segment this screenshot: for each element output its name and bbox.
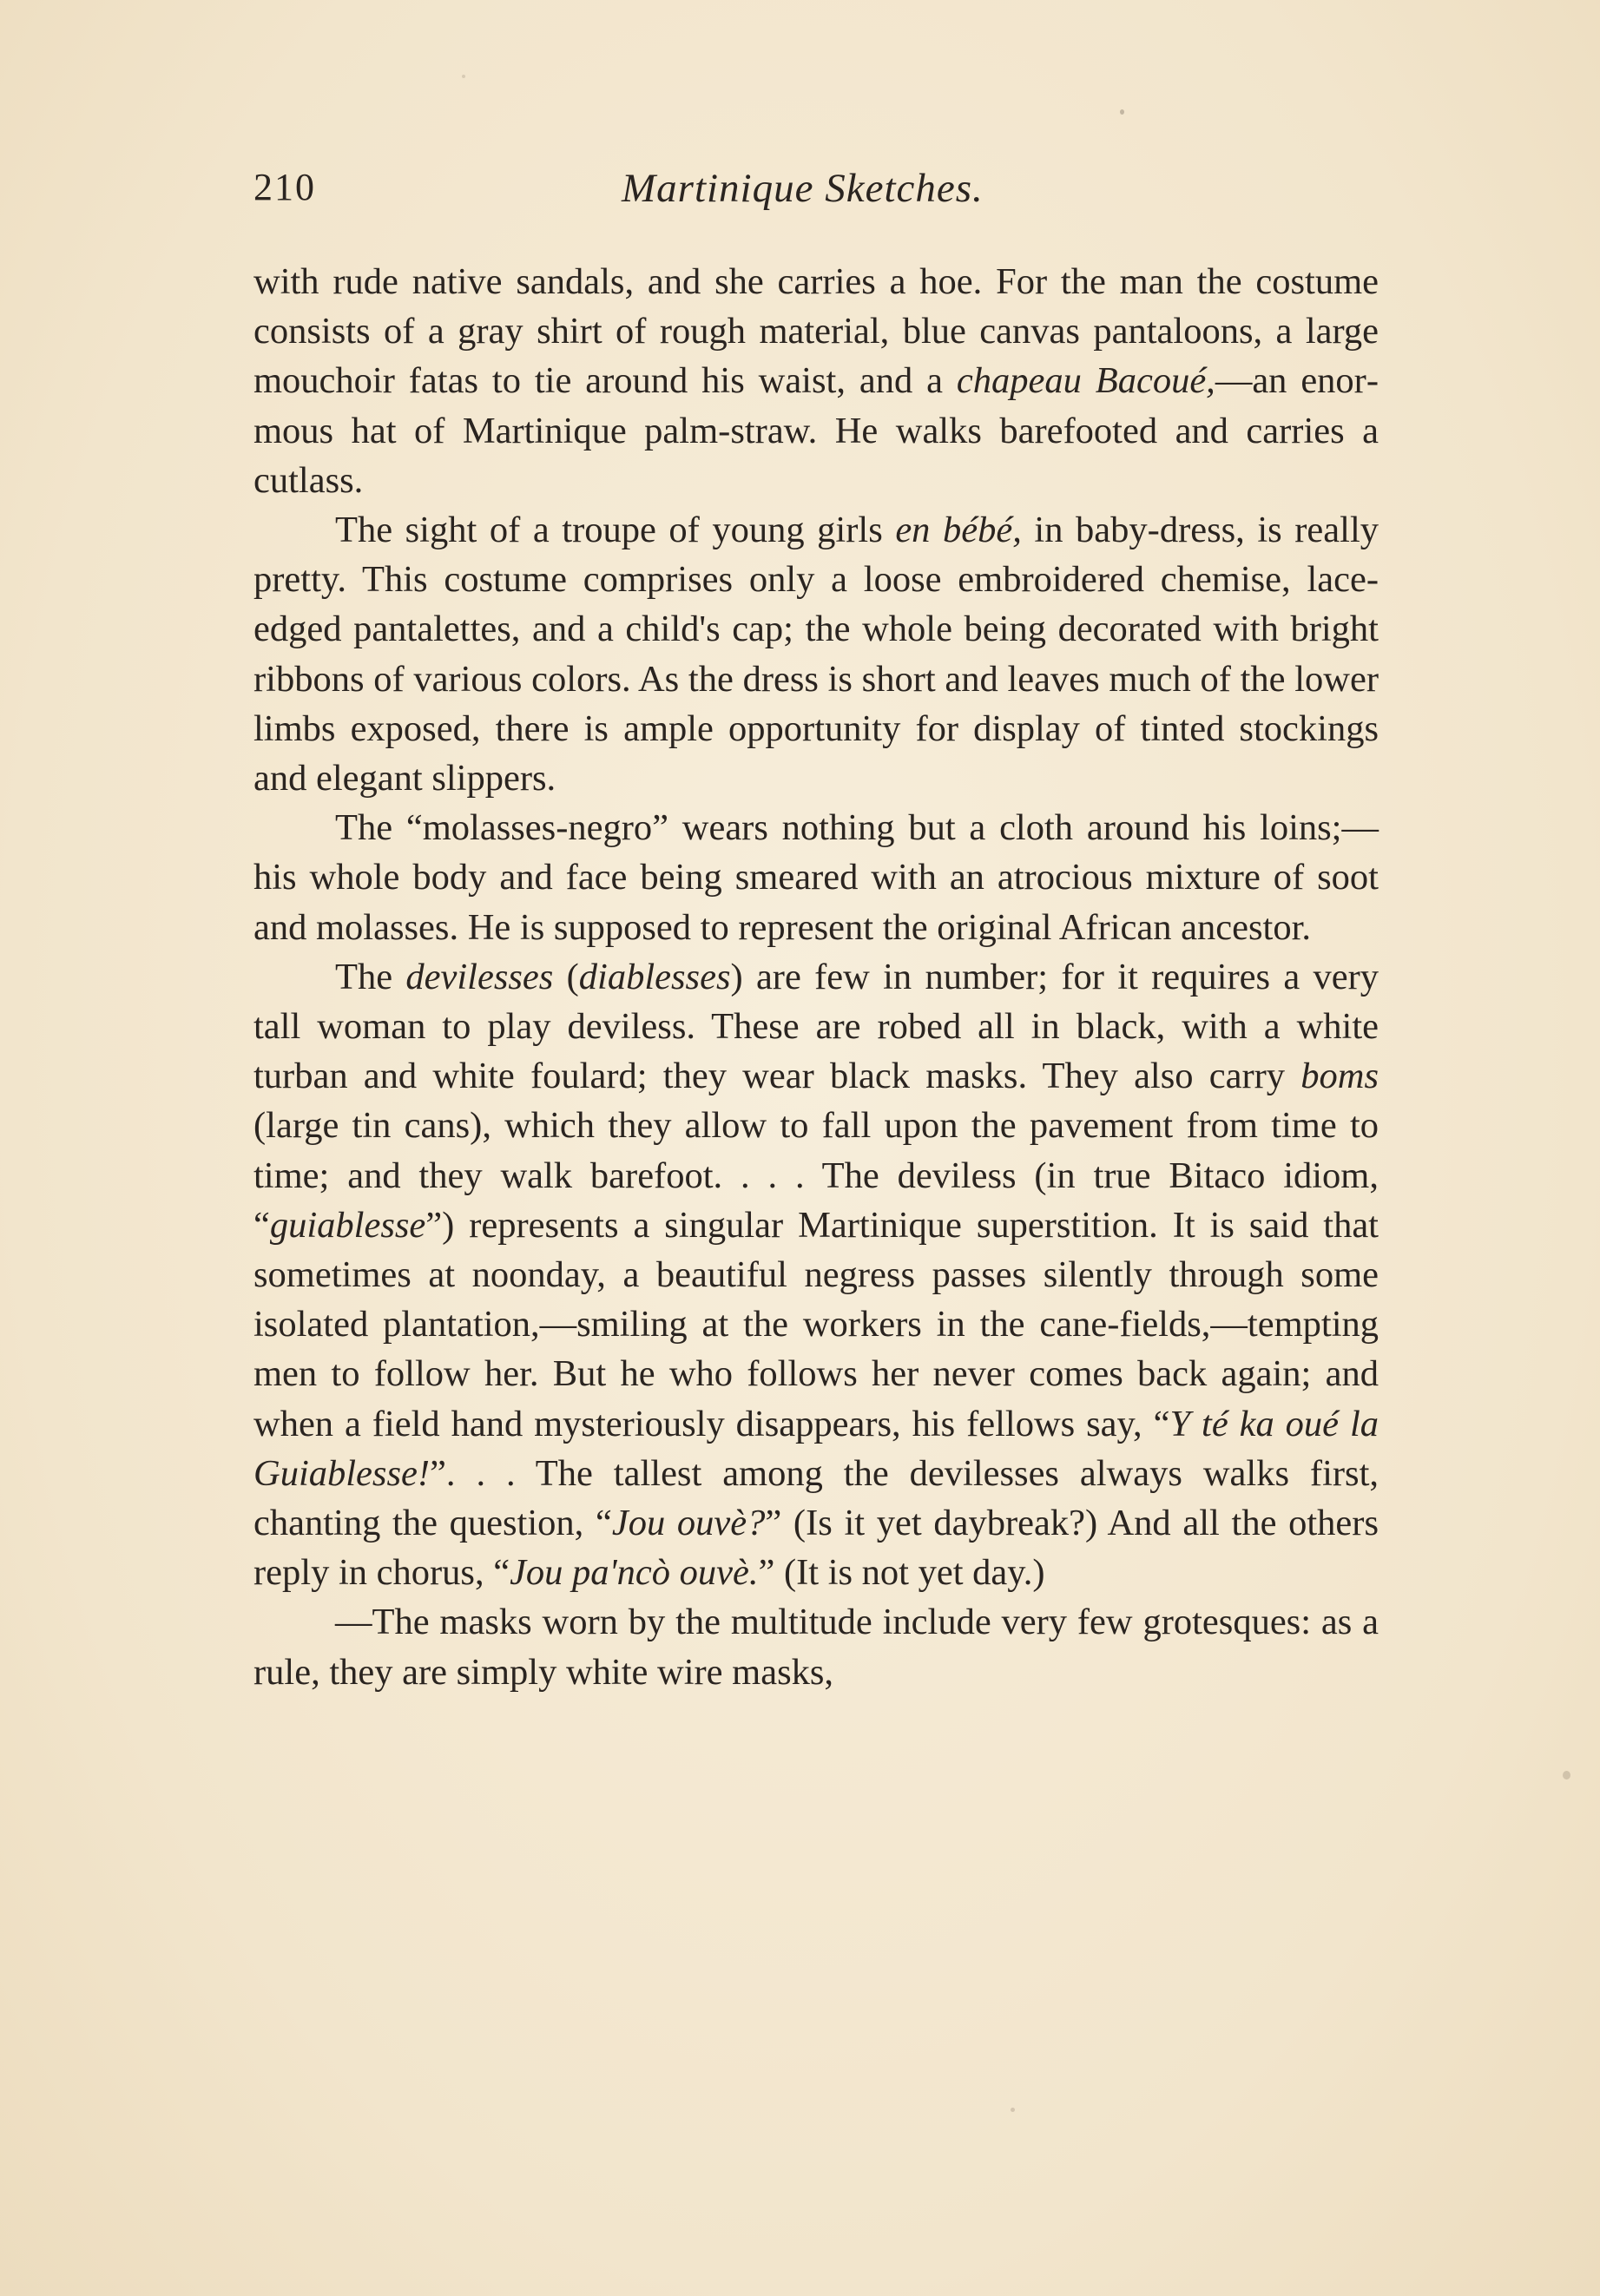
- italic-text: guiablesse: [269, 1204, 426, 1246]
- text-run: ”. . . The tallest among the devilesses always walks first, chanting the question, “: [253, 1452, 1379, 1544]
- running-head: [253, 165, 1391, 226]
- italic-text: diablesses: [578, 956, 731, 997]
- paragraph: [253, 1597, 1379, 1696]
- text-run: ”) represents a singular Martinique superstition. It is said that sometimes at noonday, a beautiful negress passes silently through some isolated plantation,—smiling at the workers in the cane-fields,—tempting men to follow her. But he who follows her never comes back again; and when a field hand mysteriously disappears, his fellows say, “: [253, 1204, 1379, 1444]
- page-number: 210: [253, 166, 316, 208]
- italic-text: Jou ouvè?: [611, 1503, 766, 1544]
- text-run: in baby-dress, is really pretty. This costume comprises only a loose embroidered chemise, lace-edged pantalettes, and a child's cap; the whole being decorated with bright ribbons of various colors. As the dress is short and leaves much of the lower limbs exposed, there is ample opportunity for display of tinted stockings and elegant slippers.: [253, 510, 1379, 799]
- italic-text: boms: [1300, 1056, 1379, 1097]
- paragraph: [253, 505, 1379, 803]
- paper-speck: [1563, 1771, 1570, 1780]
- text-run: The sight of a troupe of young girls: [335, 510, 896, 551]
- text-run: —an enormous hat of Martinique palm-straw. He walks barefooted and carries a cutlass.: [253, 360, 1379, 501]
- paragraph: [253, 952, 1379, 1598]
- text-run: ” (It is not yet day.): [758, 1552, 1045, 1594]
- paper-speck: [1011, 2108, 1015, 2112]
- text-run: ) are few in number; for it requires a very tall woman to play deviless. These are robed all in black, with a white turban and white foulard; they wear black masks. They also carry: [253, 956, 1379, 1097]
- text-run: The “molasses-negro” wears nothing but a cloth around his loins;—his whole body and face being smeared with an atrocious mixture of soot and molasses. He is supposed to represent the original African ancestor.: [253, 807, 1379, 948]
- paper-speck: [1120, 109, 1124, 115]
- body-text: [253, 257, 1379, 1697]
- text-run: ” (Is it yet daybreak?) And all the others reply in chorus, “: [253, 1503, 1379, 1594]
- text-run: The: [335, 956, 406, 997]
- paragraph: [253, 257, 1379, 505]
- italic-text: Jou pa'ncò ouvè.: [510, 1552, 759, 1594]
- text-run: with rude native sandals, and she carries a hoe. For the man the costume consists of a gray shirt of rough material, blue canvas pantaloons, a large mouchoir fatas to tie around his waist, and a: [253, 261, 1379, 402]
- paragraph: [253, 803, 1379, 952]
- italic-text: en bébé,: [895, 510, 1022, 551]
- italic-text: devilesses: [405, 956, 554, 997]
- paper-speck: [462, 75, 465, 78]
- text-run: (large tin cans), which they allow to fall upon the pavement from time to time; and they walk barefoot. . . . The deviless (in true Bitaco idiom, “: [253, 1105, 1379, 1246]
- italic-text: chapeau Bacoué,: [956, 360, 1215, 402]
- text-run: —The masks worn by the multitude include very few grotesques: as a rule, they are simply white wire masks,: [253, 1602, 1379, 1693]
- text-run: (: [553, 956, 579, 997]
- book-title: Martinique Sketches.: [622, 166, 984, 211]
- italic-text: Y té ka oué la Guiablesse!: [253, 1403, 1379, 1494]
